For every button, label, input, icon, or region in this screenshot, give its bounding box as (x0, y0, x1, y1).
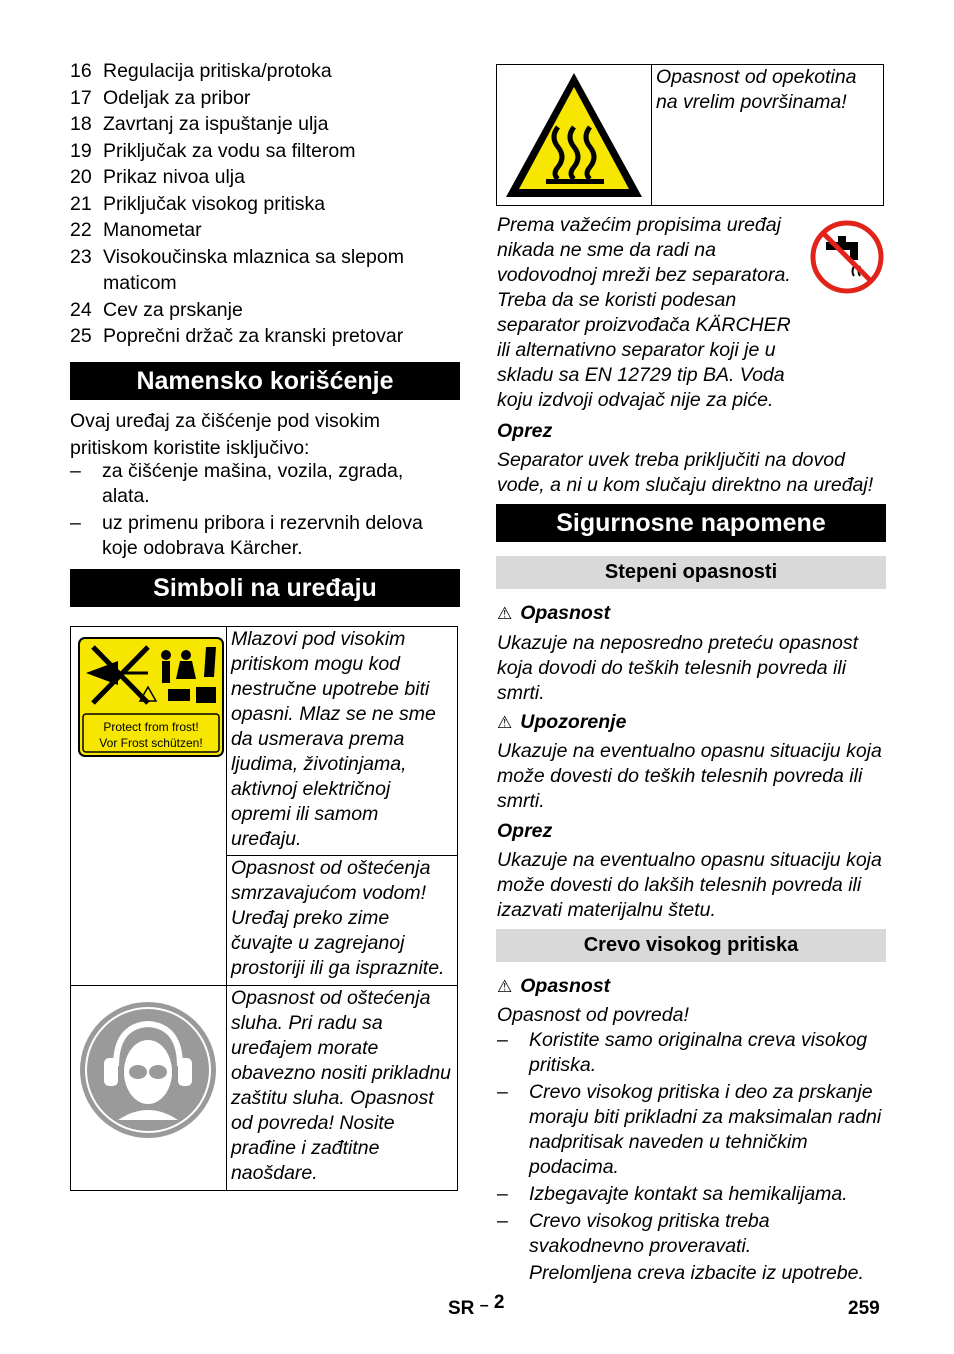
list-item (70, 323, 460, 350)
separator-caution-text: Separator uvek treba priključiti na dovod vode, a ni u kom slučaju direktno na uređaj! (497, 449, 874, 496)
item-text: Visokoučinska mlaznica sa slepom maticom (103, 245, 404, 294)
separator-text-top (497, 213, 807, 413)
item-text: Regulacija pritiska/protoka (103, 60, 332, 82)
hearing-warning-text: Opasnost od oštećenja sluha. Pri radu sa uređajem morate obavezno nositi prikladnu zaštitu sluha. Opasnost od povreda! Nosite prađine i zađtitne naošdare. (230, 987, 452, 1184)
item-number: 21 (70, 192, 92, 215)
subheading-hazard-levels: Stepeni opasnosti (496, 556, 886, 589)
item-text: Priključak visokog pritiska (103, 192, 326, 215)
item-text: Crevo visokog pritiska i deo za prskanje moraju biti prikladni za maksimalan radni nadpritisak naveden u tehničkim podacima. (529, 1081, 882, 1178)
hose-list (497, 1028, 887, 1286)
item-text: Cev za prskanje (103, 298, 243, 321)
list-item (70, 459, 450, 509)
symbols-table (70, 626, 458, 1191)
list-item (70, 58, 460, 85)
list-item-continuation (497, 1261, 887, 1286)
dash-marker: – (497, 1183, 508, 1205)
symbol-desc-frost (226, 856, 457, 986)
item-number: 18 (70, 113, 92, 135)
jet-warning-text: Mlazovi pod visokim pritiskom mogu kod nestručne upotrebe biti opasni. Mlaz se ne sme da usmerava prema ljudima, životinjama, aktivnoj električnoj opremi ili samom uređaju. (230, 628, 436, 850)
list-item (70, 244, 460, 297)
item-number: 24 (70, 298, 92, 321)
item-number: 20 (70, 166, 92, 188)
item-text: Manometar (103, 219, 202, 241)
item-text: Prikaz nivoa ulja (103, 166, 245, 188)
list-item (70, 297, 460, 324)
symbol-cell-jet (71, 627, 227, 986)
separator-caution-label: Oprez (497, 420, 553, 442)
list-item (70, 511, 450, 561)
item-text: Prelomljena creva izbacite iz upotrebe. (529, 1262, 864, 1284)
hot-surface-icon (502, 69, 646, 203)
item-text: Koristite samo originalna creva visokog pritiska. (529, 1029, 868, 1076)
item-number: 16 (70, 60, 92, 82)
hose-danger-label: Opasnost (520, 975, 611, 997)
symbol-desc-jet (226, 627, 457, 856)
footer-lang: SR (448, 1298, 475, 1319)
list-item (70, 217, 460, 244)
subheading-hp-hose: Crevo visokog pritiska (496, 929, 886, 962)
footer-section-number: 2 (493, 1292, 505, 1313)
item-text: Zavrtanj za ispuštanje ulja (103, 113, 329, 135)
item-text: uz primenu pribora i rezervnih delova koje odobrava Kärcher. (102, 512, 423, 559)
ear-eye-protection-icon (78, 1000, 218, 1140)
page-number: 259 (848, 1298, 880, 1319)
section-heading-safety: Sigurnosne napomene (496, 504, 886, 542)
list-item (497, 1209, 887, 1259)
warning-triangle-icon: ⚠ (497, 977, 513, 996)
frost-sign-line2: Vor Frost schützen! (99, 736, 203, 750)
list-item (497, 1182, 887, 1207)
hot-surface-symbol-cell (497, 65, 652, 206)
symbol-cell-hearing (71, 986, 227, 1191)
list-item (70, 164, 460, 191)
warning-text: Ukazuje na eventualno opasnu situaciju koja može dovesti do teških telesnih povreda ili smrti. (497, 740, 882, 812)
dash-marker: – (497, 1029, 508, 1051)
item-number: 19 (70, 139, 92, 162)
warning-triangle-icon: ⚠ (497, 604, 513, 623)
danger-text: Ukazuje na neposredno preteću opasnost koja dovodi do teških telesnih povreda ili smrti. (497, 632, 858, 704)
list-item (70, 138, 460, 165)
list-item (70, 191, 460, 218)
danger-heading (497, 602, 610, 625)
warning-triangle-icon: ⚠ (497, 713, 513, 732)
item-text: Izbegavajte kontakt sa hemikalijama. (529, 1183, 848, 1205)
dash-marker: – (497, 1210, 508, 1232)
danger-label: Opasnost (520, 602, 611, 624)
dash-marker: – (70, 460, 81, 482)
item-text: Poprečni držač za kranski pretovar (103, 325, 404, 347)
footer-sep: – (479, 1297, 489, 1314)
hot-surface-table (496, 64, 884, 206)
item-number: 17 (70, 86, 92, 109)
footer-section (448, 1292, 505, 1320)
list-item (70, 85, 460, 112)
section-heading-intended-use: Namensko korišćenje (70, 362, 460, 400)
frost-warning-text: Opasnost od oštećenja smrzavajućom vodom! Uređaj preko zime čuvajte u zagrejanoj prostoriji ili ga ispraznite. (230, 857, 445, 979)
list-item (497, 1028, 887, 1078)
frost-sign-line1: Protect from frost! (103, 720, 199, 734)
section-heading-symbols: Simboli na uređaju (70, 569, 460, 607)
item-text: Priključak za vodu sa filterom (103, 139, 356, 162)
item-number: 23 (70, 245, 92, 268)
caution-text: Ukazuje na eventualno opasnu situaciju koja može dovesti do lakših telesnih povreda ili izazvati materijalnu štetu. (497, 849, 882, 921)
no-drinking-water-icon (810, 220, 884, 294)
hot-surface-desc (651, 65, 883, 206)
hose-danger-text: Opasnost od povreda! (497, 1004, 689, 1026)
symbol-desc-hearing (226, 986, 457, 1191)
list-item (497, 1080, 887, 1180)
warning-heading (497, 711, 626, 734)
jet-warning-icon (78, 637, 224, 759)
item-number: 25 (70, 325, 92, 347)
dash-marker: – (497, 1081, 508, 1103)
hose-danger-heading (497, 975, 610, 998)
warning-label: Upozorenje (520, 711, 627, 733)
intended-use-intro: Ovaj uređaj za čišćenje pod visokim pritiskom koristite isključivo: (70, 410, 380, 459)
item-number: 22 (70, 219, 92, 241)
parts-list (70, 58, 460, 350)
hot-surface-text: Opasnost od opekotina na vrelim površinama! (655, 66, 857, 113)
list-item (70, 111, 460, 138)
separator-text: Prema važećim propisima uređaj nikada ne sme da radi na vodovodnoj mreži bez separatora. Treba da se koristi podesan separator proizvođača KÄRCHER ili alternativno separator koji je u skladu sa EN 12729 tip BA. Voda koju izdvoji odvajač nije za piće. (497, 214, 791, 411)
dash-marker: – (70, 512, 81, 534)
item-text: Crevo visokog pritiska treba svakodnevno proveravati. (529, 1210, 770, 1257)
item-text: Odeljak za pribor (103, 86, 251, 109)
caution-label: Oprez (497, 820, 553, 842)
intended-use-list (70, 459, 450, 561)
item-text: za čišćenje mašina, vozila, zgrada, alata. (102, 460, 404, 507)
